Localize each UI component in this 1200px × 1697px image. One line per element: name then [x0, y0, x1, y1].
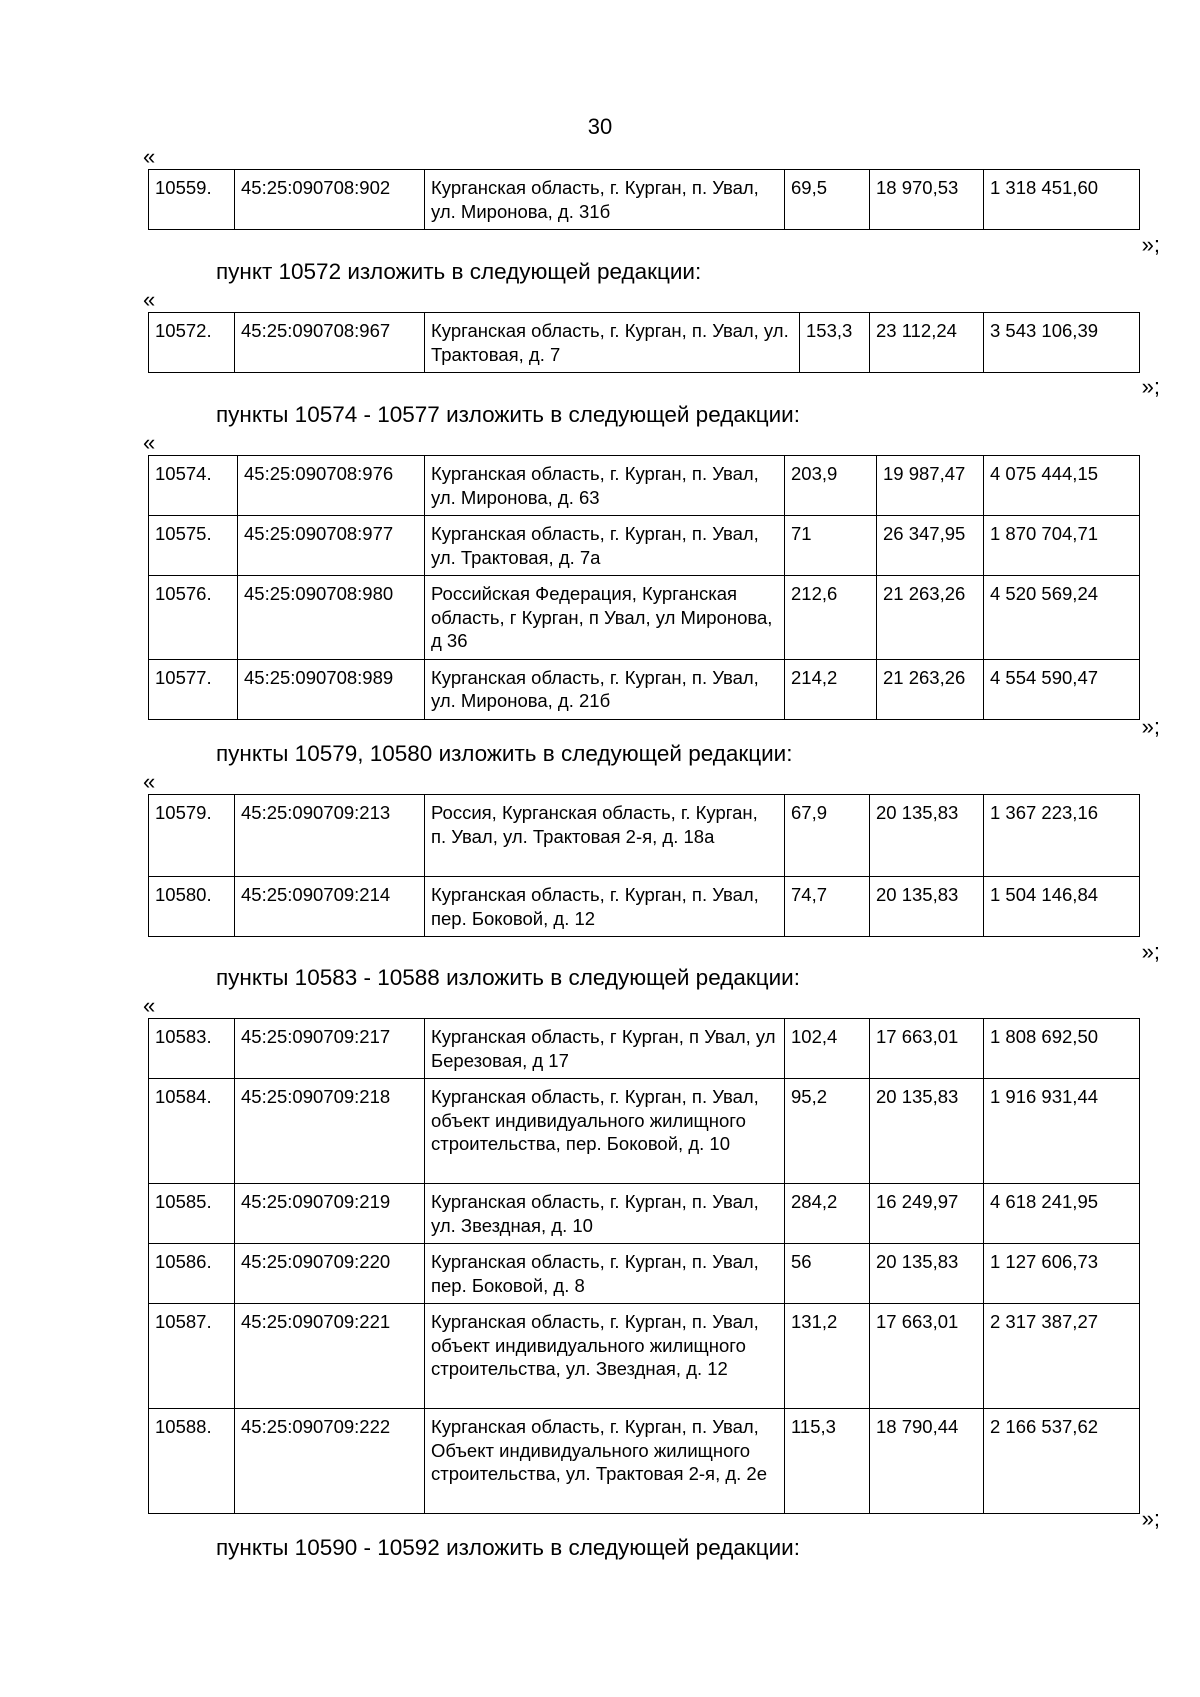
row-number: 10576.: [149, 576, 238, 660]
row-number: 10579.: [149, 795, 235, 877]
table-row: [149, 1184, 1140, 1244]
cadastral-number: 45:25:090709:218: [235, 1079, 425, 1184]
unit-price: 19 987,47: [877, 456, 984, 516]
area: 212,6: [785, 576, 877, 660]
table-row: [149, 795, 1140, 877]
row-number: 10587.: [149, 1304, 235, 1409]
address: Курганская область, г. Курган, п. Увал, ул. Миронова, д. 21б: [425, 659, 785, 719]
row-number: 10572.: [149, 313, 235, 373]
row-number: 10583.: [149, 1019, 235, 1079]
table-row: [149, 877, 1140, 937]
cadastral-number: 45:25:090709:222: [235, 1409, 425, 1514]
area: 153,3: [800, 313, 870, 373]
cadastral-number: 45:25:090709:213: [235, 795, 425, 877]
row-number: 10559.: [149, 170, 235, 230]
address: Курганская область, г Курган, п Увал, ул Березовая, д 17: [425, 1019, 785, 1079]
address: Курганская область, г. Курган, п. Увал, объект индивидуального жилищного строительства, пер. Боковой, д. 10: [425, 1079, 785, 1184]
cadastral-value: 1 367 223,16: [984, 795, 1140, 877]
instruction-text: пункт 10572 изложить в следующей редакции:: [216, 259, 702, 284]
table-row: [149, 659, 1140, 719]
instruction-text: пункты 10574 - 10577 изложить в следующей редакции:: [216, 402, 800, 427]
address: Курганская область, г. Курган, п. Увал, ул. Трактовая, д. 7а: [425, 516, 785, 576]
table-row: [149, 1019, 1140, 1079]
unit-price: 17 663,01: [870, 1304, 984, 1409]
unit-price: 18 970,53: [870, 170, 984, 230]
cadastral-value: 4 554 590,47: [984, 659, 1140, 719]
open-quote: «: [143, 287, 156, 312]
address: Курганская область, г. Курган, п. Увал, пер. Боковой, д. 8: [425, 1244, 785, 1304]
open-quote: «: [143, 430, 156, 455]
cadastral-value: 1 808 692,50: [984, 1019, 1140, 1079]
close-quote: »;: [1141, 1506, 1160, 1531]
registry-table: [148, 1018, 1140, 1514]
table-row: [149, 516, 1140, 576]
cadastral-number: 45:25:090708:967: [235, 313, 425, 373]
table-row: [149, 1409, 1140, 1514]
unit-price: 23 112,24: [870, 313, 984, 373]
cadastral-value: 1 870 704,71: [984, 516, 1140, 576]
open-quote: «: [143, 993, 156, 1018]
unit-price: 20 135,83: [870, 1244, 984, 1304]
open-quote: «: [143, 144, 156, 169]
cadastral-value: 4 520 569,24: [984, 576, 1140, 660]
address: Курганская область, г. Курган, п. Увал, пер. Боковой, д. 12: [425, 877, 785, 937]
row-number: 10584.: [149, 1079, 235, 1184]
registry-table: [148, 312, 1140, 373]
cadastral-value: 2 317 387,27: [984, 1304, 1140, 1409]
row-number: 10585.: [149, 1184, 235, 1244]
area: 74,7: [785, 877, 870, 937]
area: 131,2: [785, 1304, 870, 1409]
cadastral-value: 4 075 444,15: [984, 456, 1140, 516]
table-row: [149, 170, 1140, 230]
close-quote: »;: [1141, 374, 1160, 399]
table-row: [149, 576, 1140, 660]
unit-price: 16 249,97: [870, 1184, 984, 1244]
cadastral-number: 45:25:090709:220: [235, 1244, 425, 1304]
area: 56: [785, 1244, 870, 1304]
address: Россия, Курганская область, г. Курган, п. Увал, ул. Трактовая 2-я, д. 18а: [425, 795, 785, 877]
close-quote: »;: [1141, 714, 1160, 739]
address: Курганская область, г. Курган, п. Увал, ул. Трактовая, д. 7: [425, 313, 800, 373]
address: Российская Федерация, Курганская область, г Курган, п Увал, ул Миронова, д 36: [425, 576, 785, 660]
area: 214,2: [785, 659, 877, 719]
cadastral-number: 45:25:090708:977: [238, 516, 425, 576]
table-row: [149, 1304, 1140, 1409]
registry-table: [148, 169, 1140, 230]
unit-price: 20 135,83: [870, 795, 984, 877]
row-number: 10588.: [149, 1409, 235, 1514]
address: Курганская область, г. Курган, п. Увал, Объект индивидуального жилищного строительства, ул. Трактовая 2-я, д. 2е: [425, 1409, 785, 1514]
open-quote: «: [143, 769, 156, 794]
area: 67,9: [785, 795, 870, 877]
table-row: [149, 313, 1140, 373]
cadastral-number: 45:25:090708:976: [238, 456, 425, 516]
row-number: 10580.: [149, 877, 235, 937]
cadastral-number: 45:25:090709:219: [235, 1184, 425, 1244]
registry-table: [148, 794, 1140, 937]
area: 115,3: [785, 1409, 870, 1514]
area: 69,5: [785, 170, 870, 230]
cadastral-value: 1 318 451,60: [984, 170, 1140, 230]
cadastral-value: 1 127 606,73: [984, 1244, 1140, 1304]
table-row: [149, 1079, 1140, 1184]
cadastral-value: 2 166 537,62: [984, 1409, 1140, 1514]
area: 71: [785, 516, 877, 576]
table-row: [149, 1244, 1140, 1304]
row-number: 10574.: [149, 456, 238, 516]
cadastral-value: 1 916 931,44: [984, 1079, 1140, 1184]
row-number: 10575.: [149, 516, 238, 576]
area: 95,2: [785, 1079, 870, 1184]
instruction-text: пункты 10579, 10580 изложить в следующей редакции:: [216, 741, 793, 766]
cadastral-value: 1 504 146,84: [984, 877, 1140, 937]
address: Курганская область, г. Курган, п. Увал, ул. Миронова, д. 31б: [425, 170, 785, 230]
unit-price: 20 135,83: [870, 877, 984, 937]
unit-price: 21 263,26: [877, 659, 984, 719]
cadastral-number: 45:25:090709:221: [235, 1304, 425, 1409]
area: 102,4: [785, 1019, 870, 1079]
area: 284,2: [785, 1184, 870, 1244]
address: Курганская область, г. Курган, п. Увал, ул. Миронова, д. 63: [425, 456, 785, 516]
cadastral-number: 45:25:090708:989: [238, 659, 425, 719]
unit-price: 21 263,26: [877, 576, 984, 660]
row-number: 10586.: [149, 1244, 235, 1304]
cadastral-number: 45:25:090709:214: [235, 877, 425, 937]
cadastral-value: 3 543 106,39: [984, 313, 1140, 373]
address: Курганская область, г. Курган, п. Увал, объект индивидуального жилищного строительства, ул. Звездная, д. 12: [425, 1304, 785, 1409]
unit-price: 26 347,95: [877, 516, 984, 576]
unit-price: 17 663,01: [870, 1019, 984, 1079]
cadastral-number: 45:25:090709:217: [235, 1019, 425, 1079]
cadastral-number: 45:25:090708:980: [238, 576, 425, 660]
close-quote: »;: [1141, 232, 1160, 257]
area: 203,9: [785, 456, 877, 516]
address: Курганская область, г. Курган, п. Увал, ул. Звездная, д. 10: [425, 1184, 785, 1244]
cadastral-number: 45:25:090708:902: [235, 170, 425, 230]
table-row: [149, 456, 1140, 516]
instruction-text: пункты 10583 - 10588 изложить в следующей редакции:: [216, 965, 800, 990]
row-number: 10577.: [149, 659, 238, 719]
unit-price: 20 135,83: [870, 1079, 984, 1184]
cadastral-value: 4 618 241,95: [984, 1184, 1140, 1244]
instruction-text: пункты 10590 - 10592 изложить в следующей редакции:: [216, 1535, 800, 1560]
registry-table: [148, 455, 1140, 720]
close-quote: »;: [1141, 939, 1160, 964]
page-number: 30: [587, 114, 613, 139]
unit-price: 18 790,44: [870, 1409, 984, 1514]
